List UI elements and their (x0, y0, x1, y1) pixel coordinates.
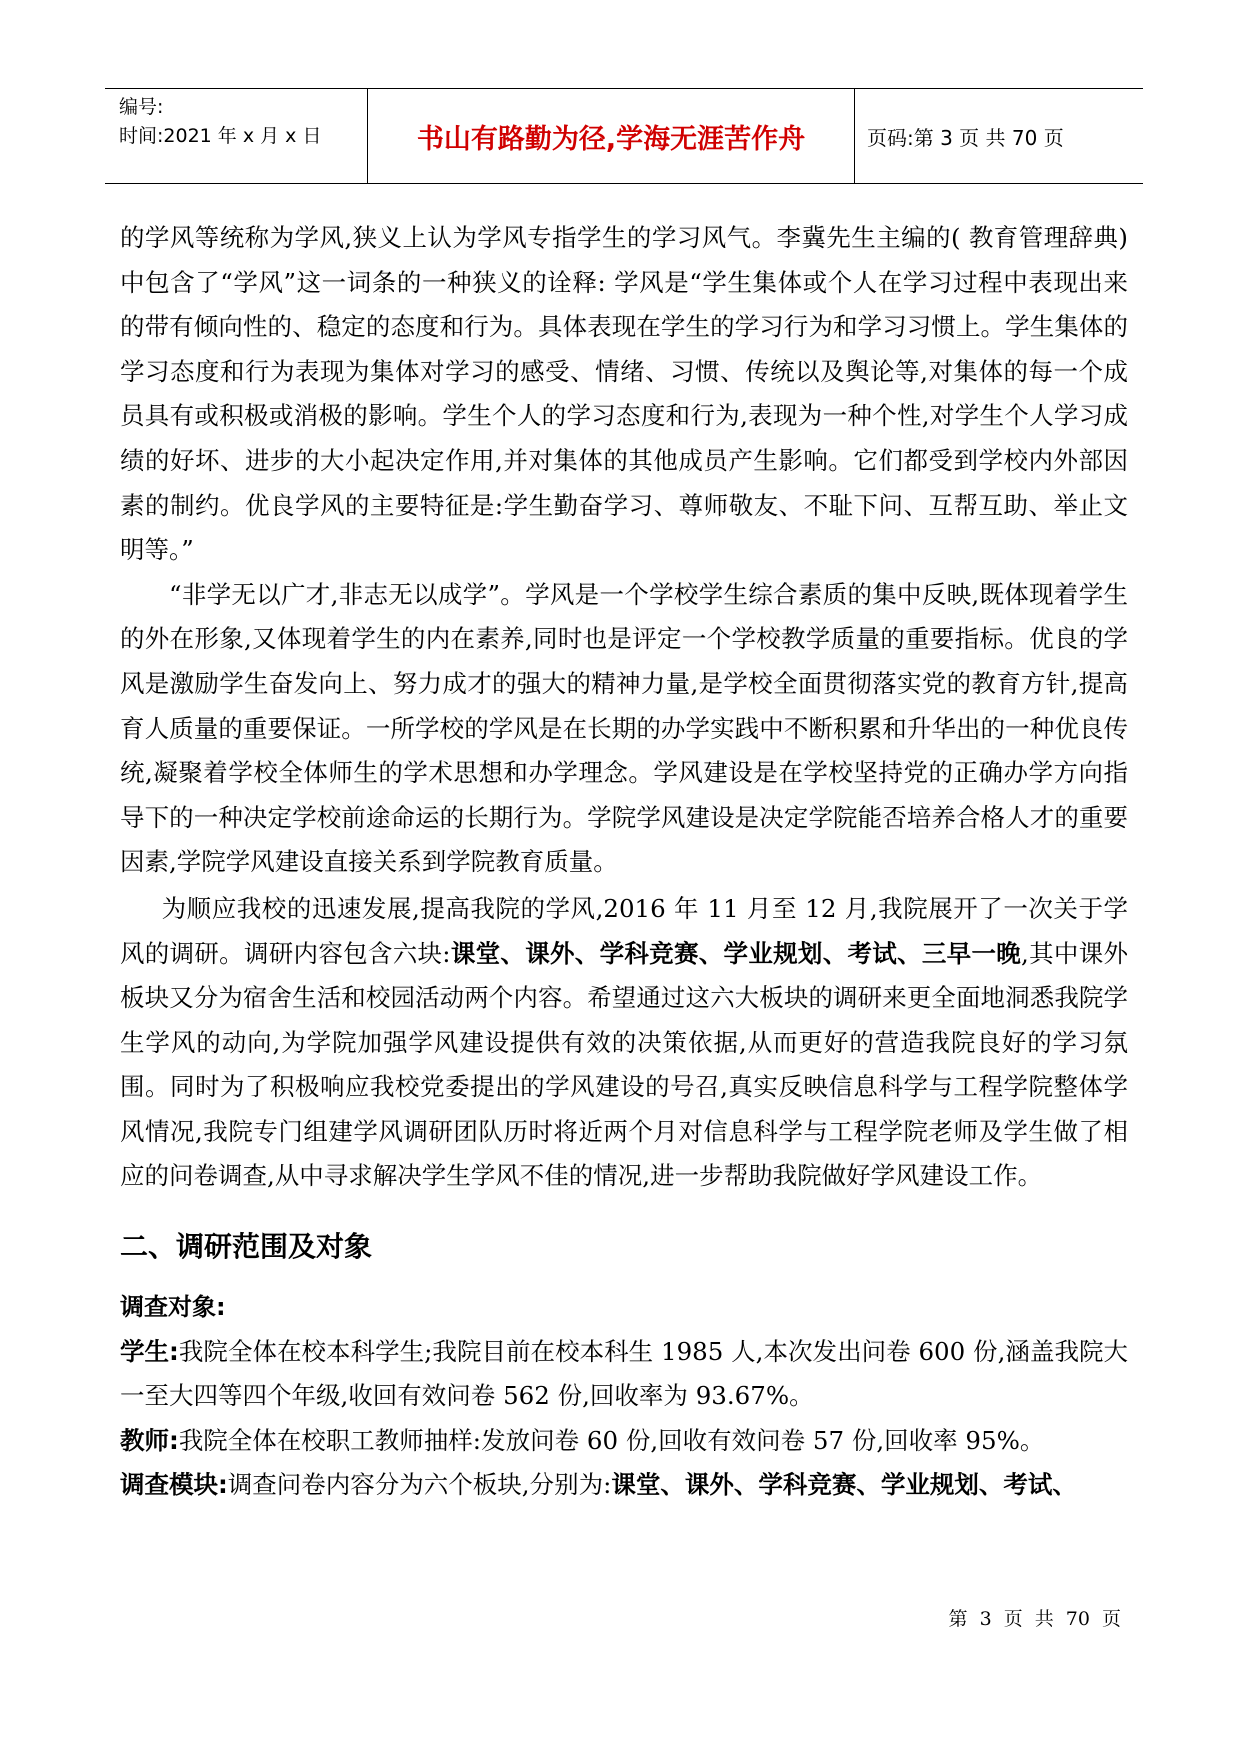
header-right-cell (855, 89, 1143, 183)
teachers-text: 我院全体在校职工教师抽样:发放问卷 60 份,回收有效问卷 57 份,回收率 95%。 (178, 1425, 1045, 1455)
students-label: 学生: (120, 1336, 179, 1366)
survey-object-line (120, 1285, 1128, 1330)
modules-text: 调查问卷内容分为六个板块,分别为: (227, 1470, 612, 1500)
survey-background-text-b: ,其中课外板块又分为宿舍生活和校园活动两个内容。希望通过这六大板块的调研来更全面地洞悉我院学生学风的动向,为学院加强学风建设提供有效的决策依据,从而更好的营造我院良好的学习氛围。同时为了积极响应我校党委提出的学风建设的号召,真实反映信息科学与工程学院整体学风情况,我院专门组建学风调研团队历时将近两个月对信息科学与工程学院老师及学生做了相应的问卷调查,从中寻求解决学生学风不佳的情况,进一步帮助我院做好学风建设工作。 (120, 938, 1128, 1191)
header-middle-cell (368, 89, 855, 183)
survey-object-label: 调查对象: (120, 1293, 226, 1322)
paragraph-survey-background (120, 887, 1128, 1199)
document-number-label: 编号: (119, 96, 164, 118)
modules-paragraph (120, 1463, 1128, 1508)
paragraph-study-style-definition: 的学风等统称为学风,狭义上认为学风专指学生的学习风气。李冀先生主编的( 教育管理辞典)中包含了“学风”这一词条的一种狭义的诠释: 学风是“学生集体或个人在学习过程中表现出来的带有倾向性的、稳定的态度和行为。具体表现在学生的学习行为和学习习惯上。学生集体的学习态度和行为表现为集体对学习的感受、情绪、习惯、传统以及舆论等,对集体的每一个成员具有或积极或消极的影响。学生个人的学习态度和行为,表现为一种个性,对学生个人学习成绩的好坏、进步的大小起决定作用,并对集体的其他成员产生影响。它们都受到学校内外部因素的制约。优良学风的主要特征是:学生勤奋学习、尊师敬友、不耻下问、互帮互助、举止文明等。” (120, 223, 1128, 565)
header-page-number: 页码:第 3 页 共 70 页 (867, 125, 1064, 150)
section-heading: 二、调研范围及对象 (120, 1230, 373, 1264)
document-date-label: 时间:2021 年 x 月 x 日 (119, 125, 322, 147)
teachers-paragraph (120, 1419, 1128, 1464)
survey-modules-bold: 课堂、课外、学科竞赛、学业规划、考试、三早一晚 (450, 938, 1022, 968)
students-paragraph (120, 1330, 1128, 1419)
teachers-label: 教师: (120, 1425, 179, 1455)
paragraph-study-style-importance: “非学无以广才,非志无以成学”。学风是一个学校学生综合素质的集中反映,既体现着学生的外在形象,又体现着学生的内在素养,同时也是评定一个学校教学质量的重要指标。优良的学风是激励学生奋发向上、努力成才的强大的精神力量,是学校全面贯彻落实党的教育方针,提高育人质量的重要保证。一所学校的学风是在长期的办学实践中不断积累和升华出的一种优良传统,凝聚着学校全体师生的学术思想和办学理念。学风建设是在学校坚持党的正确办学方向指导下的一种决定学校前途命运的长期行为。学院学风建设是决定学院能否培养合格人才的重要因素,学院学风建设直接关系到学院教育质量。 (120, 579, 1128, 877)
header-motto: 书山有路勤为径,学海无涯苦作舟 (416, 123, 806, 155)
modules-label: 调查模块: (120, 1470, 228, 1500)
students-text: 我院全体在校本科学生;我院目前在校本科生 1985 人,本次发出问卷 600 份,涵盖我院大一至大四等四个年级,收回有效问卷 562 份,回收率为 93.67%。 (120, 1336, 1128, 1411)
page-footer: 第 3 页 共 70 页 (948, 1608, 1121, 1630)
header-left-cell (105, 89, 368, 183)
document-header (105, 88, 1143, 184)
survey-background-text-a: 为顺应我校的迅速发展,提高我院的学风,2016 年 11 月至 12 月,我院展开了一次关于学风的调研。调研内容包含六块: (120, 893, 1128, 968)
document-body (120, 216, 1128, 1508)
modules-bold-list: 课堂、课外、学科竞赛、学业规划、考试、 (611, 1470, 1077, 1500)
